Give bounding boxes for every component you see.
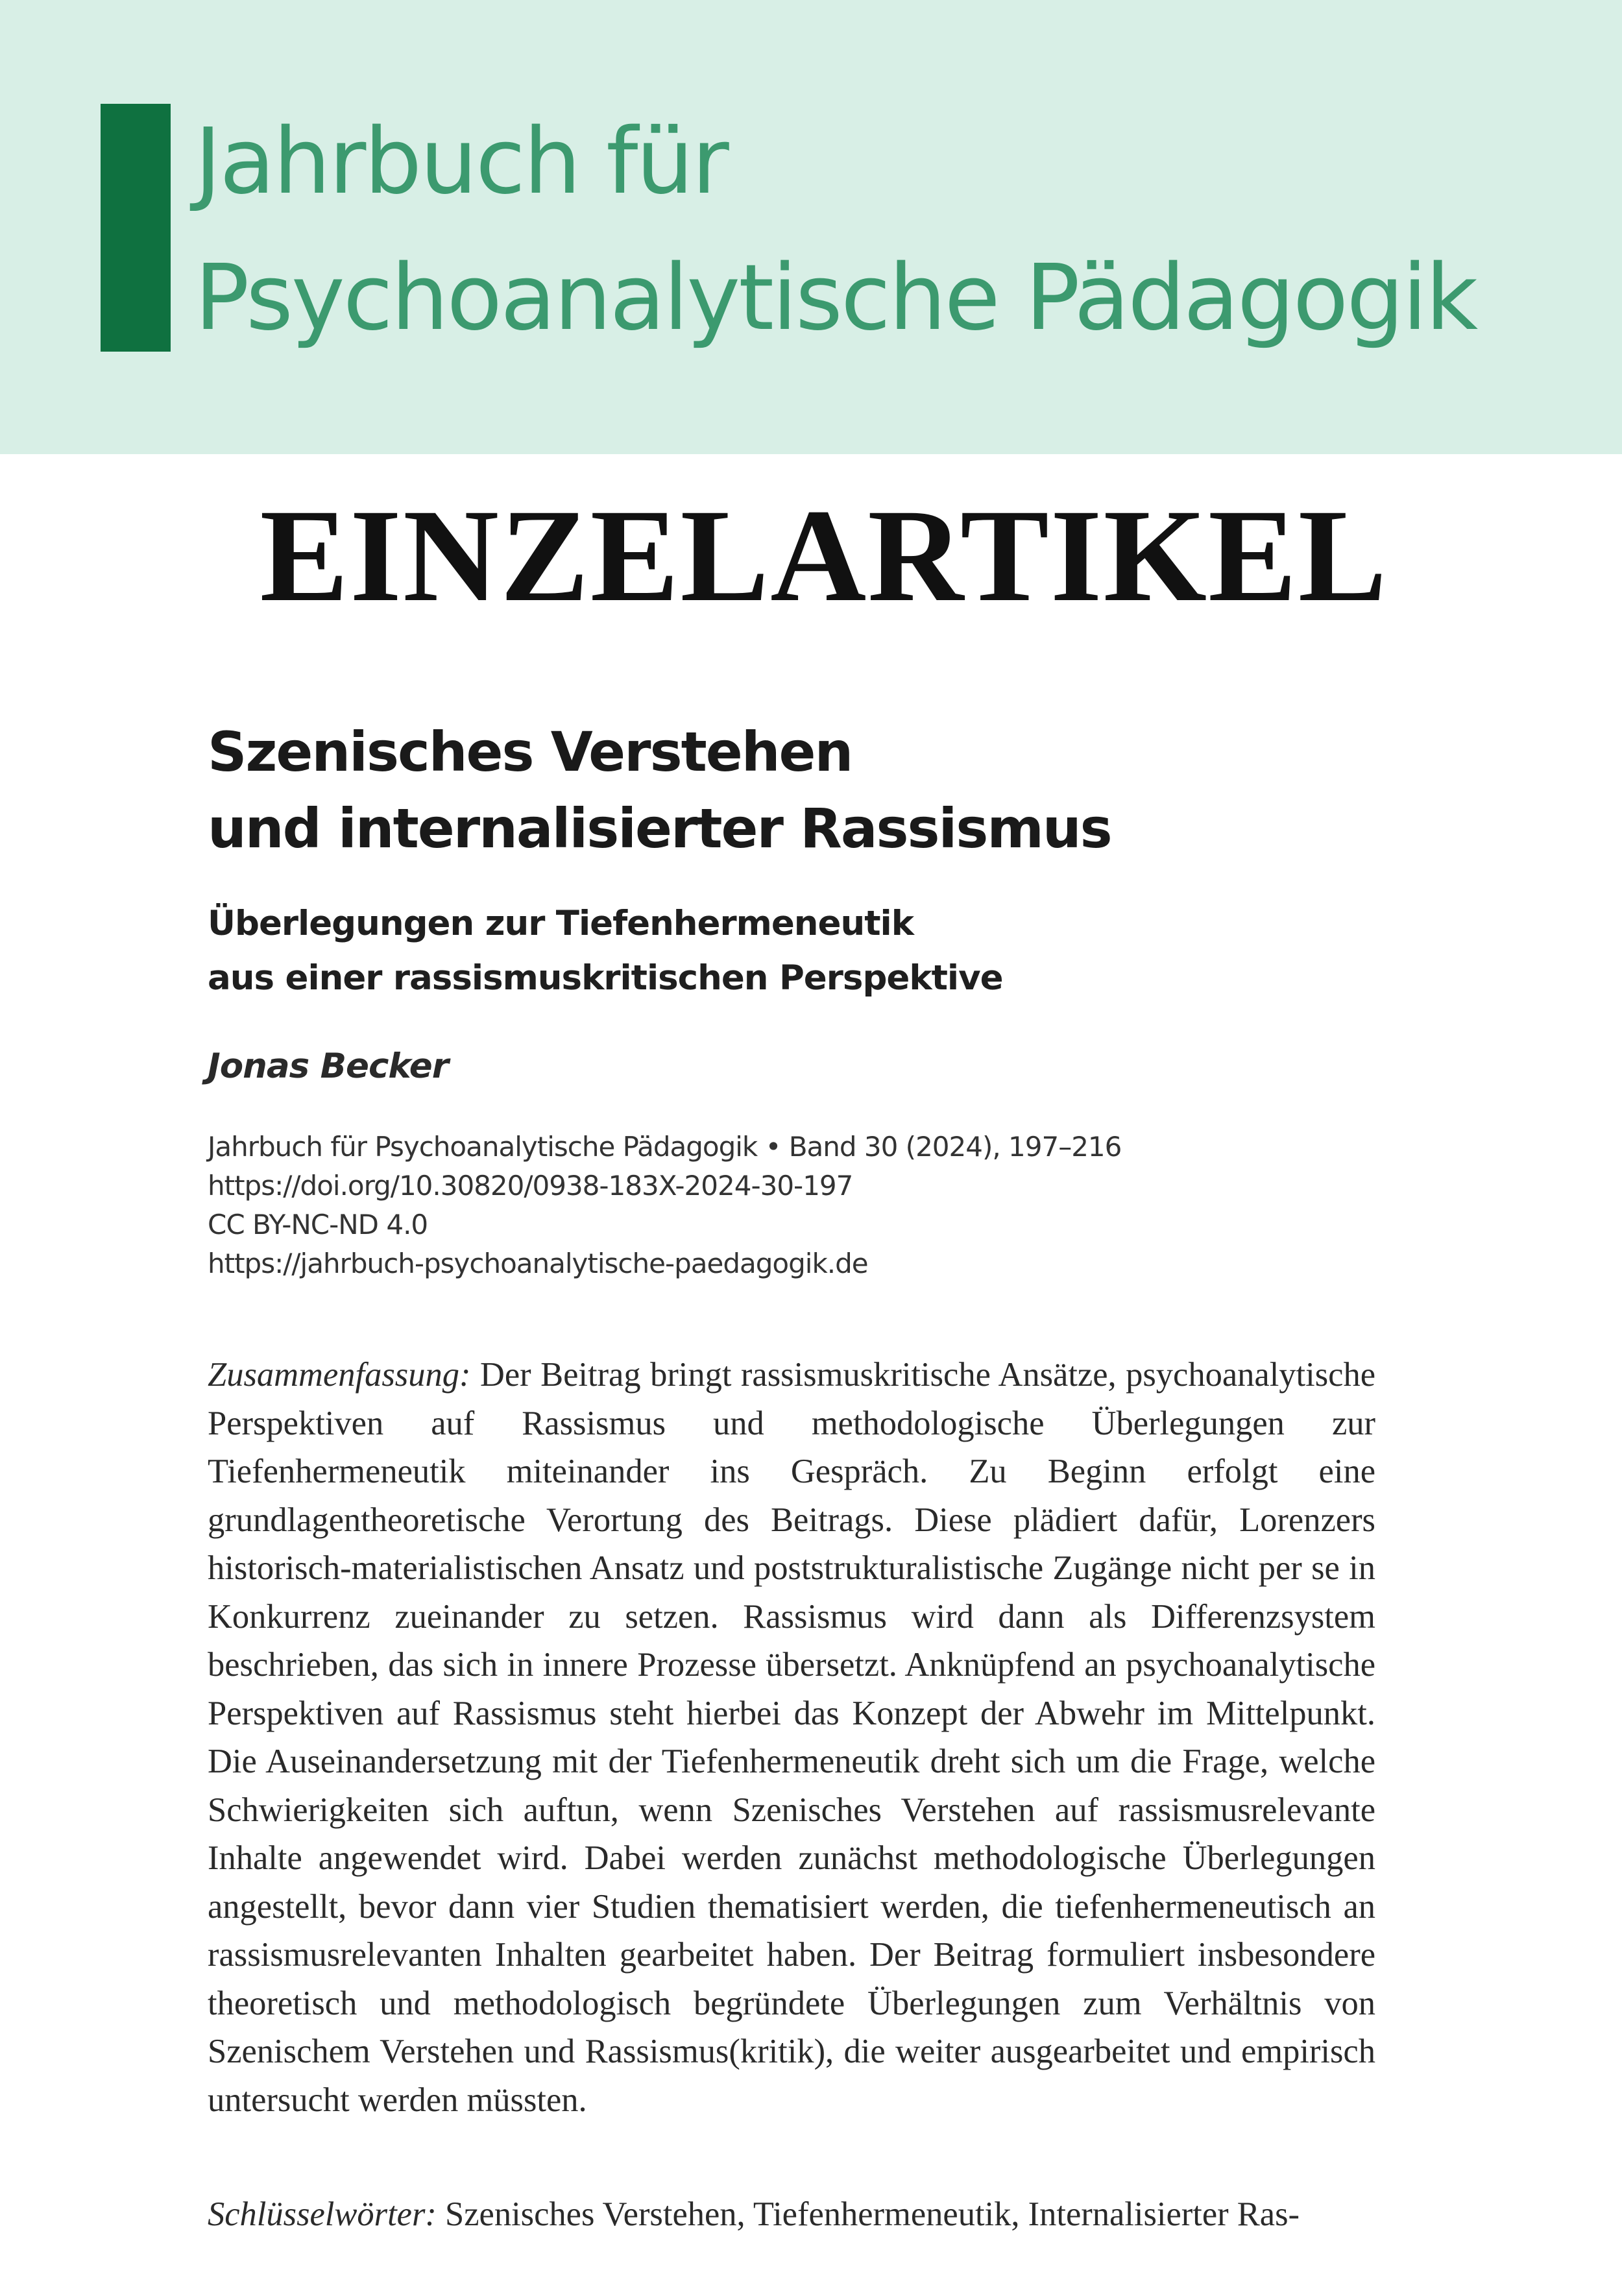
article-content <box>208 714 1375 2239</box>
article-metadata <box>208 1128 1375 1283</box>
website-link[interactable]: https://jahrbuch-psychoanalytische-paedagogik.de <box>208 1248 868 1279</box>
article-title-line-2: und internalisierter Rassismus <box>208 797 1111 860</box>
article-subtitle-line-1: Überlegungen zur Tiefenhermeneutik <box>208 904 914 943</box>
document-type-label: EINZELARTIKEL <box>260 482 1388 629</box>
keywords <box>208 2190 1375 2239</box>
journal-title <box>195 94 1476 367</box>
article-author: Jonas Becker <box>208 1046 448 1086</box>
journal-title-line-2: Psychoanalytische Pädagogik <box>195 245 1477 351</box>
article-subtitle <box>208 897 1375 1006</box>
license-text: CC BY-NC-ND 4.0 <box>208 1209 428 1240</box>
abstract-label: Zusammenfassung: <box>208 1356 471 1394</box>
journal-accent-bar <box>101 104 171 352</box>
keywords-label: Schlüsselwörter: <box>208 2195 437 2233</box>
keywords-text: Szenisches Verstehen, Tiefenhermeneutik, Internalisierter Ras- <box>445 2195 1300 2233</box>
abstract <box>208 1351 1375 2124</box>
article-title-line-1: Szenisches Verstehen <box>208 720 853 784</box>
journal-title-line-1: Jahrbuch für <box>195 109 727 215</box>
article-title <box>208 714 1375 867</box>
abstract-text: Der Beitrag bringt rassismuskritische Ansätze, psychoanalytische Perspektiven auf Rassismus und methodologische Überlegungen zur Tiefenhermeneutik miteinander ins Gespräch. Zu Beginn erfolgt eine grundlagentheoretische Verortung des Beitrags. Diese plädiert dafür, Lorenzers historisch-materialistischen Ansatz und poststrukturalistische Zugänge nicht per se in Konkurrenz zueinander zu setzen. Rassismus wird dann als Differenzsystem beschrieben, das sich in innere Prozesse übersetzt. Anknüpfend an psychoanalytische Perspektiven auf Rassismus steht hierbei das Konzept der Abwehr im Mittelpunkt. Die Auseinandersetzung mit der Tiefenhermeneutik dreht sich um die Frage, welche Schwierigkeiten sich auftun, wenn Szenisches Verstehen auf rassismusrelevante Inhalte angewendet wird. Dabei werden zunächst methodologische Überlegungen angestellt, bevor dann vier Studien thematisiert werden, die tiefenhermeneutisch an rassismusrelevanten Inhalten gearbeitet haben. Der Beitrag formuliert insbesondere theoretisch und methodologisch begründete Überlegungen zum Verhältnis von Szenischem Verstehen und Rassismus(kritik), die weiter ausgearbeitet und empirisch untersucht werden müssten. <box>208 1356 1375 2119</box>
citation-line: Jahrbuch für Psychoanalytische Pädagogik • Band 30 (2024), 197–216 <box>208 1131 1122 1163</box>
article-subtitle-line-2: aus einer rassismuskritischen Perspektive <box>208 958 1003 998</box>
doi-link[interactable]: https://doi.org/10.30820/0938-183X-2024-30-197 <box>208 1170 853 1202</box>
